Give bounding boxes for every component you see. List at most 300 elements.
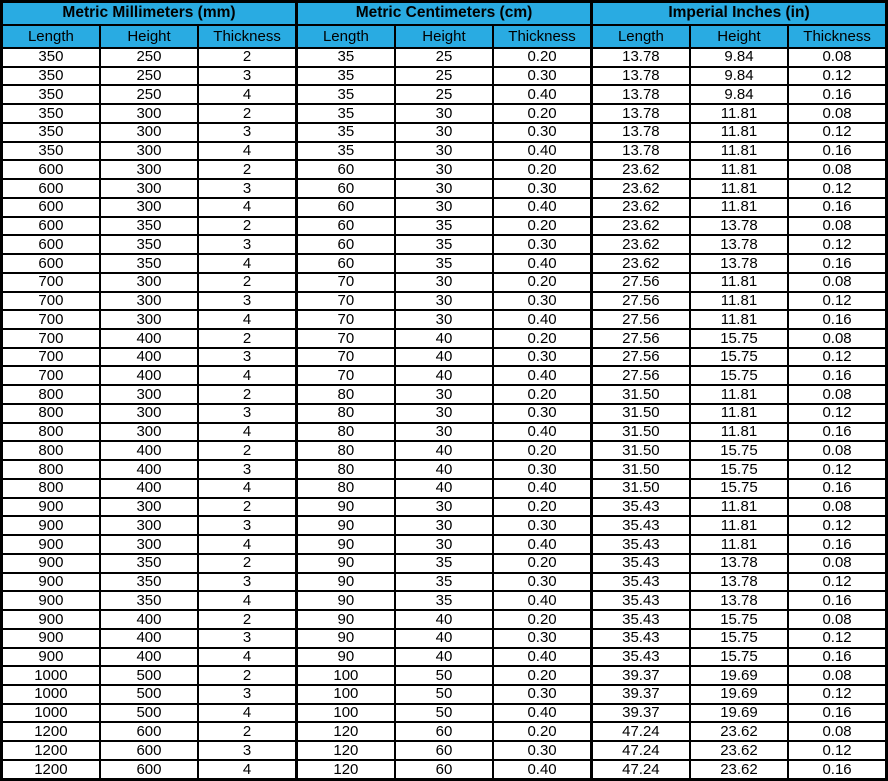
table-row (2, 48, 887, 67)
in-thickness-cell: 0.12 (788, 67, 886, 86)
table-row (2, 516, 887, 535)
table-row (2, 85, 887, 104)
in-height-cell: 11.81 (690, 404, 788, 423)
cm-height-cell: 30 (395, 310, 493, 329)
cm-length-cell: 35 (296, 104, 394, 123)
in-height-cell: 23.62 (690, 722, 788, 741)
cm-height-cell: 35 (395, 573, 493, 592)
mm-length-cell: 1000 (2, 666, 100, 685)
in-height-cell: 13.78 (690, 591, 788, 610)
cm-height-cell: 40 (395, 479, 493, 498)
cm-height-cell: 35 (395, 554, 493, 573)
in-height-cell: 15.75 (690, 329, 788, 348)
mm-height-cell: 300 (100, 198, 198, 217)
in-height-cell: 19.69 (690, 685, 788, 704)
group-header-metric-cm: Metric Centimeters (cm) (296, 2, 591, 26)
mm-height-cell: 400 (100, 479, 198, 498)
unit-group-header-row (2, 2, 887, 26)
in-height-cell: 15.75 (690, 629, 788, 648)
mm-length-cell: 900 (2, 610, 100, 629)
in-thickness-cell: 0.08 (788, 48, 886, 67)
in-height-cell: 11.81 (690, 123, 788, 142)
in-height-cell: 15.75 (690, 366, 788, 385)
cm-height-cell: 30 (395, 160, 493, 179)
cm-height-cell: 50 (395, 666, 493, 685)
cm-length-cell: 120 (296, 722, 394, 741)
table-row (2, 648, 887, 667)
cm-thickness-cell: 0.40 (493, 366, 591, 385)
cm-length-cell: 70 (296, 310, 394, 329)
cm-height-cell: 25 (395, 67, 493, 86)
cm-height-cell: 40 (395, 329, 493, 348)
in-length-cell: 23.62 (591, 198, 689, 217)
mm-height-cell: 350 (100, 573, 198, 592)
in-length-cell: 23.62 (591, 254, 689, 273)
cm-thickness-cell: 0.20 (493, 554, 591, 573)
mm-height-cell: 400 (100, 441, 198, 460)
in-length-cell: 27.56 (591, 348, 689, 367)
cm-thickness-cell: 0.20 (493, 329, 591, 348)
table-row (2, 610, 887, 629)
column-header-cm-length: Length (296, 25, 394, 48)
cm-height-cell: 50 (395, 685, 493, 704)
mm-length-cell: 600 (2, 198, 100, 217)
in-length-cell: 39.37 (591, 666, 689, 685)
in-thickness-cell: 0.08 (788, 273, 886, 292)
cm-length-cell: 120 (296, 760, 394, 780)
cm-height-cell: 30 (395, 535, 493, 554)
table-row (2, 292, 887, 311)
mm-length-cell: 900 (2, 554, 100, 573)
cm-length-cell: 80 (296, 441, 394, 460)
in-length-cell: 23.62 (591, 217, 689, 236)
mm-thickness-cell: 2 (198, 554, 296, 573)
in-height-cell: 11.81 (690, 423, 788, 442)
cm-length-cell: 70 (296, 273, 394, 292)
in-height-cell: 15.75 (690, 441, 788, 460)
cm-height-cell: 30 (395, 292, 493, 311)
in-height-cell: 13.78 (690, 254, 788, 273)
mm-length-cell: 1000 (2, 704, 100, 723)
cm-thickness-cell: 0.30 (493, 404, 591, 423)
column-header-in-length: Length (591, 25, 689, 48)
in-length-cell: 13.78 (591, 104, 689, 123)
mm-height-cell: 500 (100, 704, 198, 723)
cm-thickness-cell: 0.40 (493, 423, 591, 442)
table-row (2, 329, 887, 348)
mm-height-cell: 300 (100, 292, 198, 311)
in-height-cell: 11.81 (690, 498, 788, 517)
mm-height-cell: 300 (100, 273, 198, 292)
mm-length-cell: 600 (2, 160, 100, 179)
mm-thickness-cell: 2 (198, 217, 296, 236)
mm-height-cell: 300 (100, 104, 198, 123)
table-row (2, 273, 887, 292)
mm-height-cell: 300 (100, 404, 198, 423)
cm-thickness-cell: 0.20 (493, 722, 591, 741)
in-thickness-cell: 0.08 (788, 104, 886, 123)
mm-length-cell: 1200 (2, 741, 100, 760)
cm-height-cell: 30 (395, 516, 493, 535)
cm-height-cell: 35 (395, 591, 493, 610)
in-thickness-cell: 0.16 (788, 254, 886, 273)
table-row (2, 104, 887, 123)
cm-height-cell: 35 (395, 217, 493, 236)
mm-length-cell: 700 (2, 366, 100, 385)
mm-length-cell: 350 (2, 48, 100, 67)
cm-thickness-cell: 0.30 (493, 573, 591, 592)
column-header-row (2, 25, 887, 48)
table-row (2, 479, 887, 498)
mm-thickness-cell: 2 (198, 722, 296, 741)
table-row (2, 198, 887, 217)
mm-length-cell: 800 (2, 385, 100, 404)
cm-length-cell: 70 (296, 348, 394, 367)
mm-thickness-cell: 3 (198, 629, 296, 648)
in-length-cell: 47.24 (591, 741, 689, 760)
mm-thickness-cell: 2 (198, 48, 296, 67)
in-height-cell: 15.75 (690, 348, 788, 367)
mm-thickness-cell: 3 (198, 741, 296, 760)
cm-thickness-cell: 0.20 (493, 48, 591, 67)
mm-length-cell: 800 (2, 404, 100, 423)
table-row (2, 217, 887, 236)
mm-thickness-cell: 3 (198, 573, 296, 592)
cm-thickness-cell: 0.40 (493, 648, 591, 667)
mm-height-cell: 300 (100, 535, 198, 554)
cm-thickness-cell: 0.40 (493, 198, 591, 217)
in-thickness-cell: 0.08 (788, 722, 886, 741)
in-length-cell: 31.50 (591, 441, 689, 460)
cm-length-cell: 90 (296, 648, 394, 667)
in-height-cell: 11.81 (690, 160, 788, 179)
column-header-cm-thickness: Thickness (493, 25, 591, 48)
cm-length-cell: 35 (296, 48, 394, 67)
in-thickness-cell: 0.08 (788, 610, 886, 629)
in-thickness-cell: 0.12 (788, 404, 886, 423)
in-height-cell: 13.78 (690, 554, 788, 573)
cm-thickness-cell: 0.20 (493, 610, 591, 629)
in-thickness-cell: 0.08 (788, 160, 886, 179)
cm-thickness-cell: 0.30 (493, 685, 591, 704)
mm-thickness-cell: 4 (198, 648, 296, 667)
table-row (2, 573, 887, 592)
cm-thickness-cell: 0.30 (493, 235, 591, 254)
in-thickness-cell: 0.12 (788, 685, 886, 704)
table-row (2, 460, 887, 479)
mm-height-cell: 300 (100, 142, 198, 161)
in-length-cell: 47.24 (591, 722, 689, 741)
in-thickness-cell: 0.16 (788, 648, 886, 667)
cm-thickness-cell: 0.30 (493, 67, 591, 86)
mm-length-cell: 900 (2, 648, 100, 667)
in-height-cell: 9.84 (690, 67, 788, 86)
mm-thickness-cell: 4 (198, 760, 296, 780)
in-thickness-cell: 0.16 (788, 423, 886, 442)
in-length-cell: 23.62 (591, 179, 689, 198)
table-row (2, 310, 887, 329)
mm-length-cell: 800 (2, 423, 100, 442)
table-row (2, 535, 887, 554)
in-height-cell: 19.69 (690, 666, 788, 685)
cm-height-cell: 35 (395, 254, 493, 273)
cm-height-cell: 30 (395, 423, 493, 442)
in-thickness-cell: 0.12 (788, 348, 886, 367)
table-row (2, 160, 887, 179)
cm-height-cell: 30 (395, 498, 493, 517)
cm-length-cell: 90 (296, 629, 394, 648)
cm-length-cell: 90 (296, 516, 394, 535)
mm-length-cell: 600 (2, 235, 100, 254)
table-row (2, 404, 887, 423)
mm-height-cell: 300 (100, 516, 198, 535)
in-height-cell: 19.69 (690, 704, 788, 723)
group-header-metric-mm: Metric Millimeters (mm) (2, 2, 297, 26)
in-length-cell: 31.50 (591, 460, 689, 479)
cm-length-cell: 90 (296, 610, 394, 629)
mm-height-cell: 600 (100, 760, 198, 780)
in-thickness-cell: 0.16 (788, 366, 886, 385)
cm-length-cell: 80 (296, 404, 394, 423)
in-thickness-cell: 0.12 (788, 629, 886, 648)
mm-height-cell: 500 (100, 666, 198, 685)
cm-height-cell: 40 (395, 460, 493, 479)
cm-height-cell: 40 (395, 366, 493, 385)
cm-length-cell: 80 (296, 385, 394, 404)
cm-length-cell: 80 (296, 423, 394, 442)
mm-length-cell: 350 (2, 67, 100, 86)
in-thickness-cell: 0.12 (788, 573, 886, 592)
cm-thickness-cell: 0.30 (493, 741, 591, 760)
mm-thickness-cell: 3 (198, 235, 296, 254)
mm-length-cell: 700 (2, 348, 100, 367)
mm-thickness-cell: 4 (198, 310, 296, 329)
mm-length-cell: 900 (2, 535, 100, 554)
cm-length-cell: 60 (296, 254, 394, 273)
in-thickness-cell: 0.08 (788, 217, 886, 236)
cm-thickness-cell: 0.40 (493, 479, 591, 498)
mm-thickness-cell: 3 (198, 292, 296, 311)
cm-thickness-cell: 0.20 (493, 160, 591, 179)
in-height-cell: 13.78 (690, 217, 788, 236)
in-height-cell: 15.75 (690, 479, 788, 498)
cm-thickness-cell: 0.40 (493, 760, 591, 780)
mm-height-cell: 400 (100, 610, 198, 629)
mm-thickness-cell: 3 (198, 67, 296, 86)
in-height-cell: 11.81 (690, 179, 788, 198)
cm-length-cell: 90 (296, 591, 394, 610)
in-height-cell: 15.75 (690, 648, 788, 667)
cm-thickness-cell: 0.40 (493, 704, 591, 723)
in-length-cell: 35.43 (591, 516, 689, 535)
in-height-cell: 23.62 (690, 760, 788, 780)
mm-length-cell: 900 (2, 591, 100, 610)
in-thickness-cell: 0.16 (788, 704, 886, 723)
in-thickness-cell: 0.16 (788, 535, 886, 554)
in-height-cell: 11.81 (690, 535, 788, 554)
cm-height-cell: 30 (395, 104, 493, 123)
mm-height-cell: 250 (100, 67, 198, 86)
in-height-cell: 11.81 (690, 292, 788, 311)
cm-thickness-cell: 0.40 (493, 535, 591, 554)
group-header-imperial-in: Imperial Inches (in) (591, 2, 886, 26)
cm-thickness-cell: 0.40 (493, 142, 591, 161)
cm-thickness-cell: 0.40 (493, 591, 591, 610)
in-thickness-cell: 0.08 (788, 554, 886, 573)
cm-height-cell: 30 (395, 123, 493, 142)
in-thickness-cell: 0.16 (788, 591, 886, 610)
in-length-cell: 35.43 (591, 573, 689, 592)
in-length-cell: 35.43 (591, 554, 689, 573)
cm-height-cell: 35 (395, 235, 493, 254)
cm-thickness-cell: 0.20 (493, 498, 591, 517)
in-length-cell: 23.62 (591, 235, 689, 254)
column-header-in-thickness: Thickness (788, 25, 886, 48)
mm-length-cell: 350 (2, 123, 100, 142)
cm-length-cell: 80 (296, 460, 394, 479)
mm-length-cell: 800 (2, 460, 100, 479)
mm-thickness-cell: 4 (198, 423, 296, 442)
mm-length-cell: 900 (2, 629, 100, 648)
cm-thickness-cell: 0.40 (493, 85, 591, 104)
cm-length-cell: 90 (296, 573, 394, 592)
in-length-cell: 13.78 (591, 85, 689, 104)
mm-height-cell: 300 (100, 160, 198, 179)
table-row (2, 423, 887, 442)
in-length-cell: 39.37 (591, 685, 689, 704)
in-height-cell: 15.75 (690, 460, 788, 479)
table-row (2, 142, 887, 161)
mm-thickness-cell: 4 (198, 366, 296, 385)
in-thickness-cell: 0.12 (788, 741, 886, 760)
cm-thickness-cell: 0.20 (493, 104, 591, 123)
mm-length-cell: 900 (2, 516, 100, 535)
in-length-cell: 23.62 (591, 160, 689, 179)
mm-thickness-cell: 4 (198, 479, 296, 498)
mm-length-cell: 900 (2, 498, 100, 517)
mm-height-cell: 300 (100, 179, 198, 198)
column-header-cm-height: Height (395, 25, 493, 48)
cm-length-cell: 100 (296, 704, 394, 723)
cm-thickness-cell: 0.20 (493, 385, 591, 404)
mm-thickness-cell: 3 (198, 685, 296, 704)
in-length-cell: 35.43 (591, 535, 689, 554)
mm-thickness-cell: 3 (198, 179, 296, 198)
column-header-mm-length: Length (2, 25, 100, 48)
table-row (2, 629, 887, 648)
in-thickness-cell: 0.16 (788, 479, 886, 498)
mm-length-cell: 700 (2, 310, 100, 329)
table-row (2, 123, 887, 142)
cm-height-cell: 30 (395, 273, 493, 292)
in-thickness-cell: 0.12 (788, 179, 886, 198)
mm-length-cell: 350 (2, 85, 100, 104)
cm-length-cell: 100 (296, 685, 394, 704)
in-length-cell: 31.50 (591, 385, 689, 404)
cm-length-cell: 35 (296, 85, 394, 104)
in-thickness-cell: 0.12 (788, 460, 886, 479)
in-height-cell: 13.78 (690, 235, 788, 254)
cm-length-cell: 35 (296, 142, 394, 161)
cm-height-cell: 60 (395, 741, 493, 760)
mm-thickness-cell: 2 (198, 329, 296, 348)
table-row (2, 741, 887, 760)
in-thickness-cell: 0.16 (788, 85, 886, 104)
in-thickness-cell: 0.16 (788, 198, 886, 217)
cm-length-cell: 60 (296, 217, 394, 236)
in-length-cell: 13.78 (591, 123, 689, 142)
cm-height-cell: 30 (395, 404, 493, 423)
table-row (2, 348, 887, 367)
mm-thickness-cell: 3 (198, 516, 296, 535)
table-row (2, 179, 887, 198)
cm-thickness-cell: 0.30 (493, 123, 591, 142)
mm-height-cell: 300 (100, 498, 198, 517)
in-length-cell: 27.56 (591, 366, 689, 385)
cm-thickness-cell: 0.20 (493, 273, 591, 292)
in-height-cell: 11.81 (690, 104, 788, 123)
in-height-cell: 23.62 (690, 741, 788, 760)
table-row (2, 554, 887, 573)
in-height-cell: 11.81 (690, 273, 788, 292)
mm-thickness-cell: 3 (198, 348, 296, 367)
mm-thickness-cell: 2 (198, 441, 296, 460)
cm-length-cell: 80 (296, 479, 394, 498)
in-thickness-cell: 0.12 (788, 292, 886, 311)
in-thickness-cell: 0.08 (788, 666, 886, 685)
mm-thickness-cell: 3 (198, 404, 296, 423)
mm-height-cell: 250 (100, 48, 198, 67)
in-length-cell: 13.78 (591, 142, 689, 161)
table-row (2, 498, 887, 517)
in-length-cell: 39.37 (591, 704, 689, 723)
mm-height-cell: 300 (100, 423, 198, 442)
in-length-cell: 31.50 (591, 423, 689, 442)
in-length-cell: 13.78 (591, 48, 689, 67)
mm-thickness-cell: 4 (198, 85, 296, 104)
mm-thickness-cell: 4 (198, 254, 296, 273)
cm-height-cell: 25 (395, 48, 493, 67)
mm-thickness-cell: 2 (198, 273, 296, 292)
mm-thickness-cell: 2 (198, 666, 296, 685)
cm-height-cell: 40 (395, 648, 493, 667)
in-length-cell: 35.43 (591, 629, 689, 648)
cm-length-cell: 60 (296, 160, 394, 179)
cm-thickness-cell: 0.40 (493, 310, 591, 329)
mm-height-cell: 600 (100, 722, 198, 741)
in-thickness-cell: 0.16 (788, 142, 886, 161)
mm-length-cell: 350 (2, 104, 100, 123)
cm-height-cell: 30 (395, 198, 493, 217)
table-row (2, 685, 887, 704)
in-length-cell: 35.43 (591, 610, 689, 629)
mm-height-cell: 400 (100, 629, 198, 648)
cm-thickness-cell: 0.30 (493, 348, 591, 367)
cm-height-cell: 40 (395, 610, 493, 629)
table-row (2, 235, 887, 254)
mm-height-cell: 350 (100, 235, 198, 254)
in-height-cell: 11.81 (690, 142, 788, 161)
in-thickness-cell: 0.12 (788, 123, 886, 142)
table-row (2, 704, 887, 723)
table-row (2, 385, 887, 404)
mm-length-cell: 1200 (2, 722, 100, 741)
in-length-cell: 35.43 (591, 648, 689, 667)
cm-length-cell: 90 (296, 498, 394, 517)
cm-length-cell: 35 (296, 67, 394, 86)
mm-length-cell: 350 (2, 142, 100, 161)
cm-height-cell: 60 (395, 722, 493, 741)
